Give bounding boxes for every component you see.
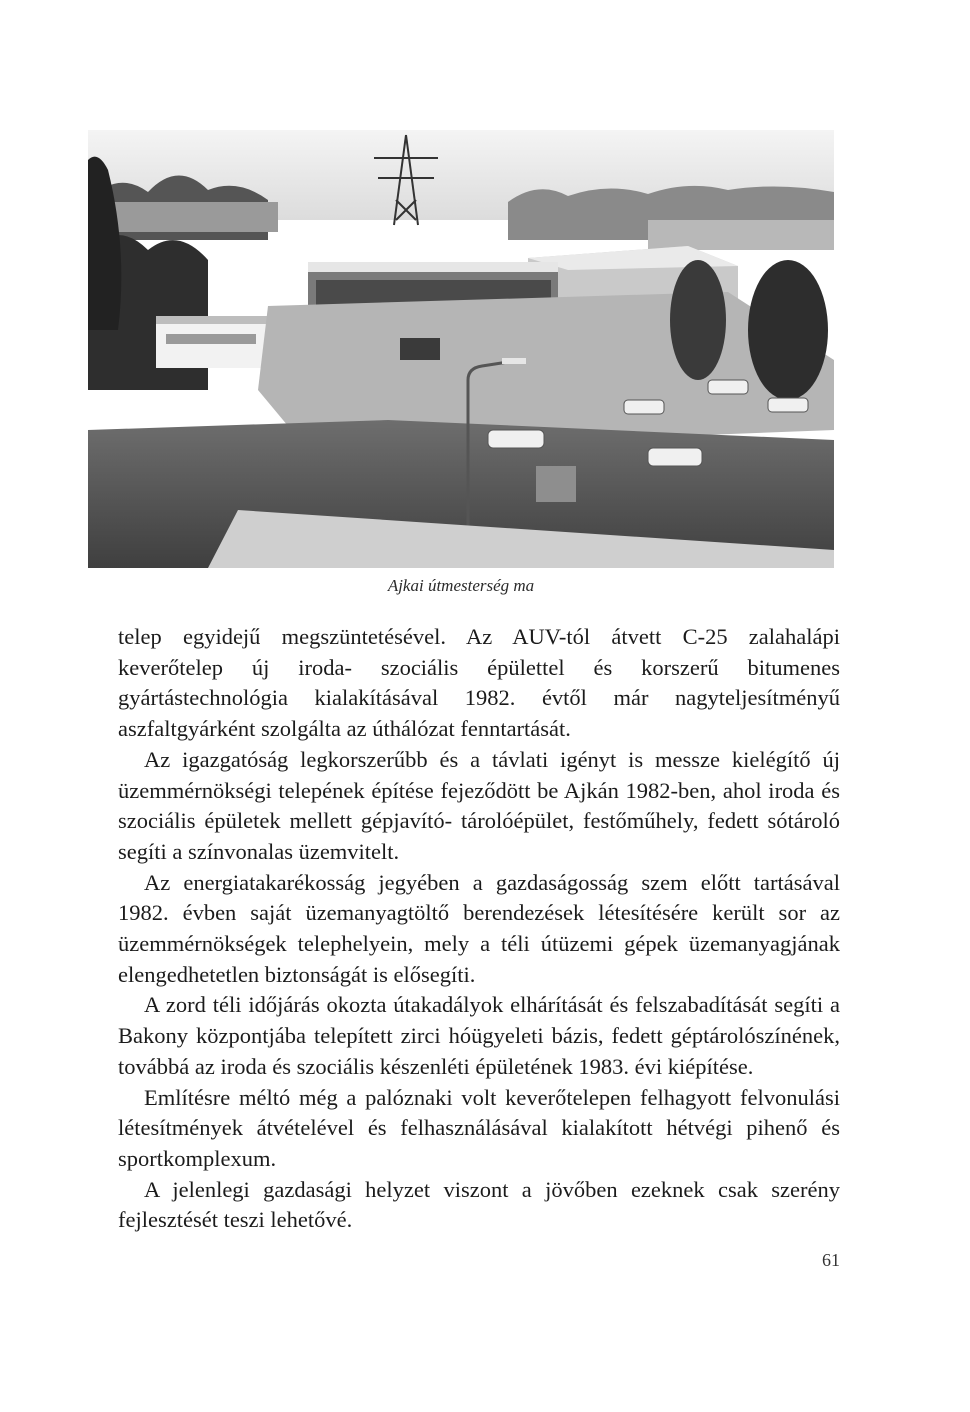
photo-road-maintenance-depot bbox=[88, 130, 834, 568]
photo-illustration bbox=[88, 130, 834, 568]
body-text bbox=[118, 622, 840, 1236]
photo-caption: Ajkai útmesterség ma bbox=[387, 576, 535, 595]
paragraph-4: A zord téli időjárás okozta útakadályok elhárítását és felszabadítását segíti a Bakony központjába telepített zirci hóügyeleti bázis, fedett géptárolószínének, továbbá az iroda és szociális készenléti épületének 1983. évi kiépítése. bbox=[118, 992, 840, 1079]
page-number: 61 bbox=[822, 1250, 840, 1270]
paragraph-2: Az igazgatóság legkorszerűbb és a távlati igényt is messze kielégítő új üzemmérnökségi telepének építése fejeződött be Ajkán 1982-ben, ahol iroda és szociális épületek mellett gépjavító- tárolóépület, festőműhely, fedett sótároló segíti a színvonalas üzemvitelt. bbox=[118, 746, 840, 864]
paragraph-5: Említésre méltó még a palóznaki volt keverőtelepen felhagyott felvonulási létesítmények átvételével és felhasználásával kialakított hétvégi pihenő és sportkomplexum. bbox=[118, 1084, 840, 1171]
paragraph-3: Az energiatakarékosság jegyében a gazdaságosság szem előtt tartásával 1982. évben saját üzemanyagtöltő berendezések létesítésére került sor az üzemmérnökségek telephelyein, mely a téli útüzemi gépek üzemanyagjának elengedhetetlen biztonságát is elősegíti. bbox=[118, 869, 840, 987]
paragraph-6: A jelenlegi gazdasági helyzet viszont a jövőben ezeknek csak szerény fejlesztését teszi lehetővé. bbox=[118, 1176, 840, 1233]
paragraph-1: telep egyidejű megszüntetésével. Az AUV-tól átvett C-25 zalahalápi keverőtelep új iroda- szociális épülettel és korszerű bitumenes gyártástechnológia kialakításával 1982. évtől már nagyteljesítményű aszfaltgyárként szolgálta az úthálózat fenntartását. bbox=[118, 624, 840, 742]
